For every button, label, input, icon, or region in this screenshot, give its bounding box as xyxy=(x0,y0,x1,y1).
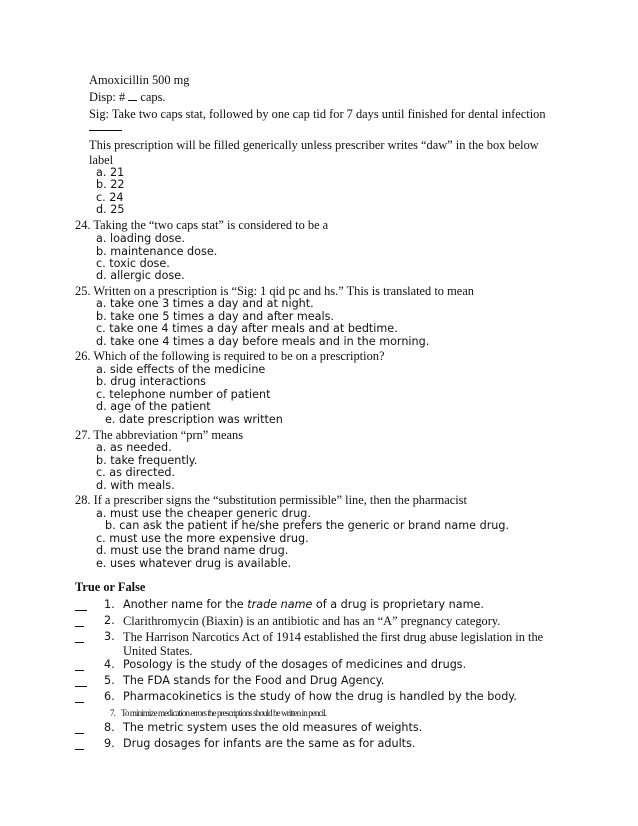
question-stem: 24. Taking the “two caps stat” is considered to be a xyxy=(75,218,329,232)
tf-number: 5. xyxy=(104,674,115,687)
question-stem: 26. Which of the following is required to be on a prescription? xyxy=(75,349,385,363)
tf-text: of a drug is proprietary name. xyxy=(312,598,484,611)
daw-instruction-line1: This prescription will be filled generically unless prescriber writes “daw” in the box below xyxy=(89,138,539,152)
option: d. with meals. xyxy=(96,479,175,492)
tf-number: 3. xyxy=(104,630,115,643)
tf-statement-continued: United States. xyxy=(123,644,193,658)
tf-statement: Pharmacokinetics is the study of how the drug is handled by the body. xyxy=(123,690,517,703)
option: d. age of the patient xyxy=(96,400,211,413)
option: c. must use the more expensive drug. xyxy=(96,532,309,545)
tf-text: Another name for the xyxy=(123,598,248,611)
option: a. must use the cheaper generic drug. xyxy=(96,507,311,520)
answer-blank xyxy=(75,670,84,671)
tf-statement: Drug dosages for infants are the same as for adults. xyxy=(123,737,416,750)
answer-blank xyxy=(75,642,84,643)
option: a. loading dose. xyxy=(96,232,185,245)
tf-number: 7. xyxy=(110,708,115,718)
question-stem: 27. The abbreviation “prn” means xyxy=(75,428,244,442)
disp-suffix: caps. xyxy=(140,90,166,104)
answer-blank xyxy=(75,610,87,611)
option: b. take one 5 times a day and after meals. xyxy=(96,310,334,323)
question-stem: 28. If a prescriber signs the “substitution permissible” line, then the pharmacist xyxy=(75,493,467,507)
answer-blank xyxy=(75,733,84,734)
tf-number: 6. xyxy=(104,690,115,703)
tf-statement: The FDA stands for the Food and Drug Agency. xyxy=(123,674,385,687)
tf-statement xyxy=(123,598,484,612)
option: b. take frequently. xyxy=(96,454,198,467)
answer-blank xyxy=(75,626,84,627)
question-stem: 25. Written on a prescription is “Sig: 1 qid pc and hs.” This is translated to mean xyxy=(75,284,474,298)
tf-number: 1. xyxy=(104,598,115,611)
answer-blank xyxy=(75,702,84,703)
answer-blank xyxy=(75,686,87,687)
option: b. drug interactions xyxy=(96,375,206,388)
option: d. must use the brand name drug. xyxy=(96,544,289,557)
option: c. telephone number of patient xyxy=(96,388,271,401)
tf-number: 4. xyxy=(104,658,115,671)
option: a. 21 xyxy=(96,166,125,179)
option: a. as needed. xyxy=(96,441,172,454)
option: a. take one 3 times a day and at night. xyxy=(96,297,314,310)
tf-statement: The Harrison Narcotics Act of 1914 established the first drug abuse legislation in the xyxy=(123,630,544,644)
option: b. can ask the patient if he/she prefers the generic or brand name drug. xyxy=(105,519,510,532)
option: c. take one 4 times a day after meals and at bedtime. xyxy=(96,322,398,335)
prescription-sig: Sig: Take two caps stat, followed by one cap tid for 7 days until finished for dental infection xyxy=(89,107,546,121)
option: d. take one 4 times a day before meals and in the morning. xyxy=(96,335,430,348)
option: b. 22 xyxy=(96,178,125,191)
tf-number: 2. xyxy=(104,614,115,627)
prescription-drug: Amoxicillin 500 mg xyxy=(89,73,190,87)
option: a. side effects of the medicine xyxy=(96,363,266,376)
option: c. as directed. xyxy=(96,466,176,479)
prescription-disp xyxy=(89,90,166,104)
answer-blank xyxy=(75,749,84,750)
disp-prefix: Disp: # xyxy=(89,90,126,104)
option: e. uses whatever drug is available. xyxy=(96,557,292,570)
option: d. allergic dose. xyxy=(96,269,185,282)
tf-statement: Clarithromycin (Biaxin) is an antibiotic and has an “A” pregnancy category. xyxy=(123,614,501,628)
answer-blank-line xyxy=(89,130,122,131)
tf-statement: The metric system uses the old measures of weights. xyxy=(123,721,423,734)
tf-number: 9. xyxy=(104,737,115,750)
tf-statement-compressed: To minimize medication errors the prescriptions should be written in pencil. xyxy=(121,708,327,718)
daw-instruction-line2: label xyxy=(89,153,114,167)
tf-statement: Posology is the study of the dosages of medicines and drugs. xyxy=(123,658,467,671)
disp-blank xyxy=(128,91,137,101)
tf-italic-term: trade name xyxy=(247,598,313,611)
option: e. date prescription was written xyxy=(105,413,283,426)
tf-number: 8. xyxy=(104,721,115,734)
section-heading: True or False xyxy=(75,580,146,594)
option: c. toxic dose. xyxy=(96,257,170,270)
option: d. 25 xyxy=(96,203,125,216)
option: c. 24 xyxy=(96,191,124,204)
option: b. maintenance dose. xyxy=(96,245,218,258)
